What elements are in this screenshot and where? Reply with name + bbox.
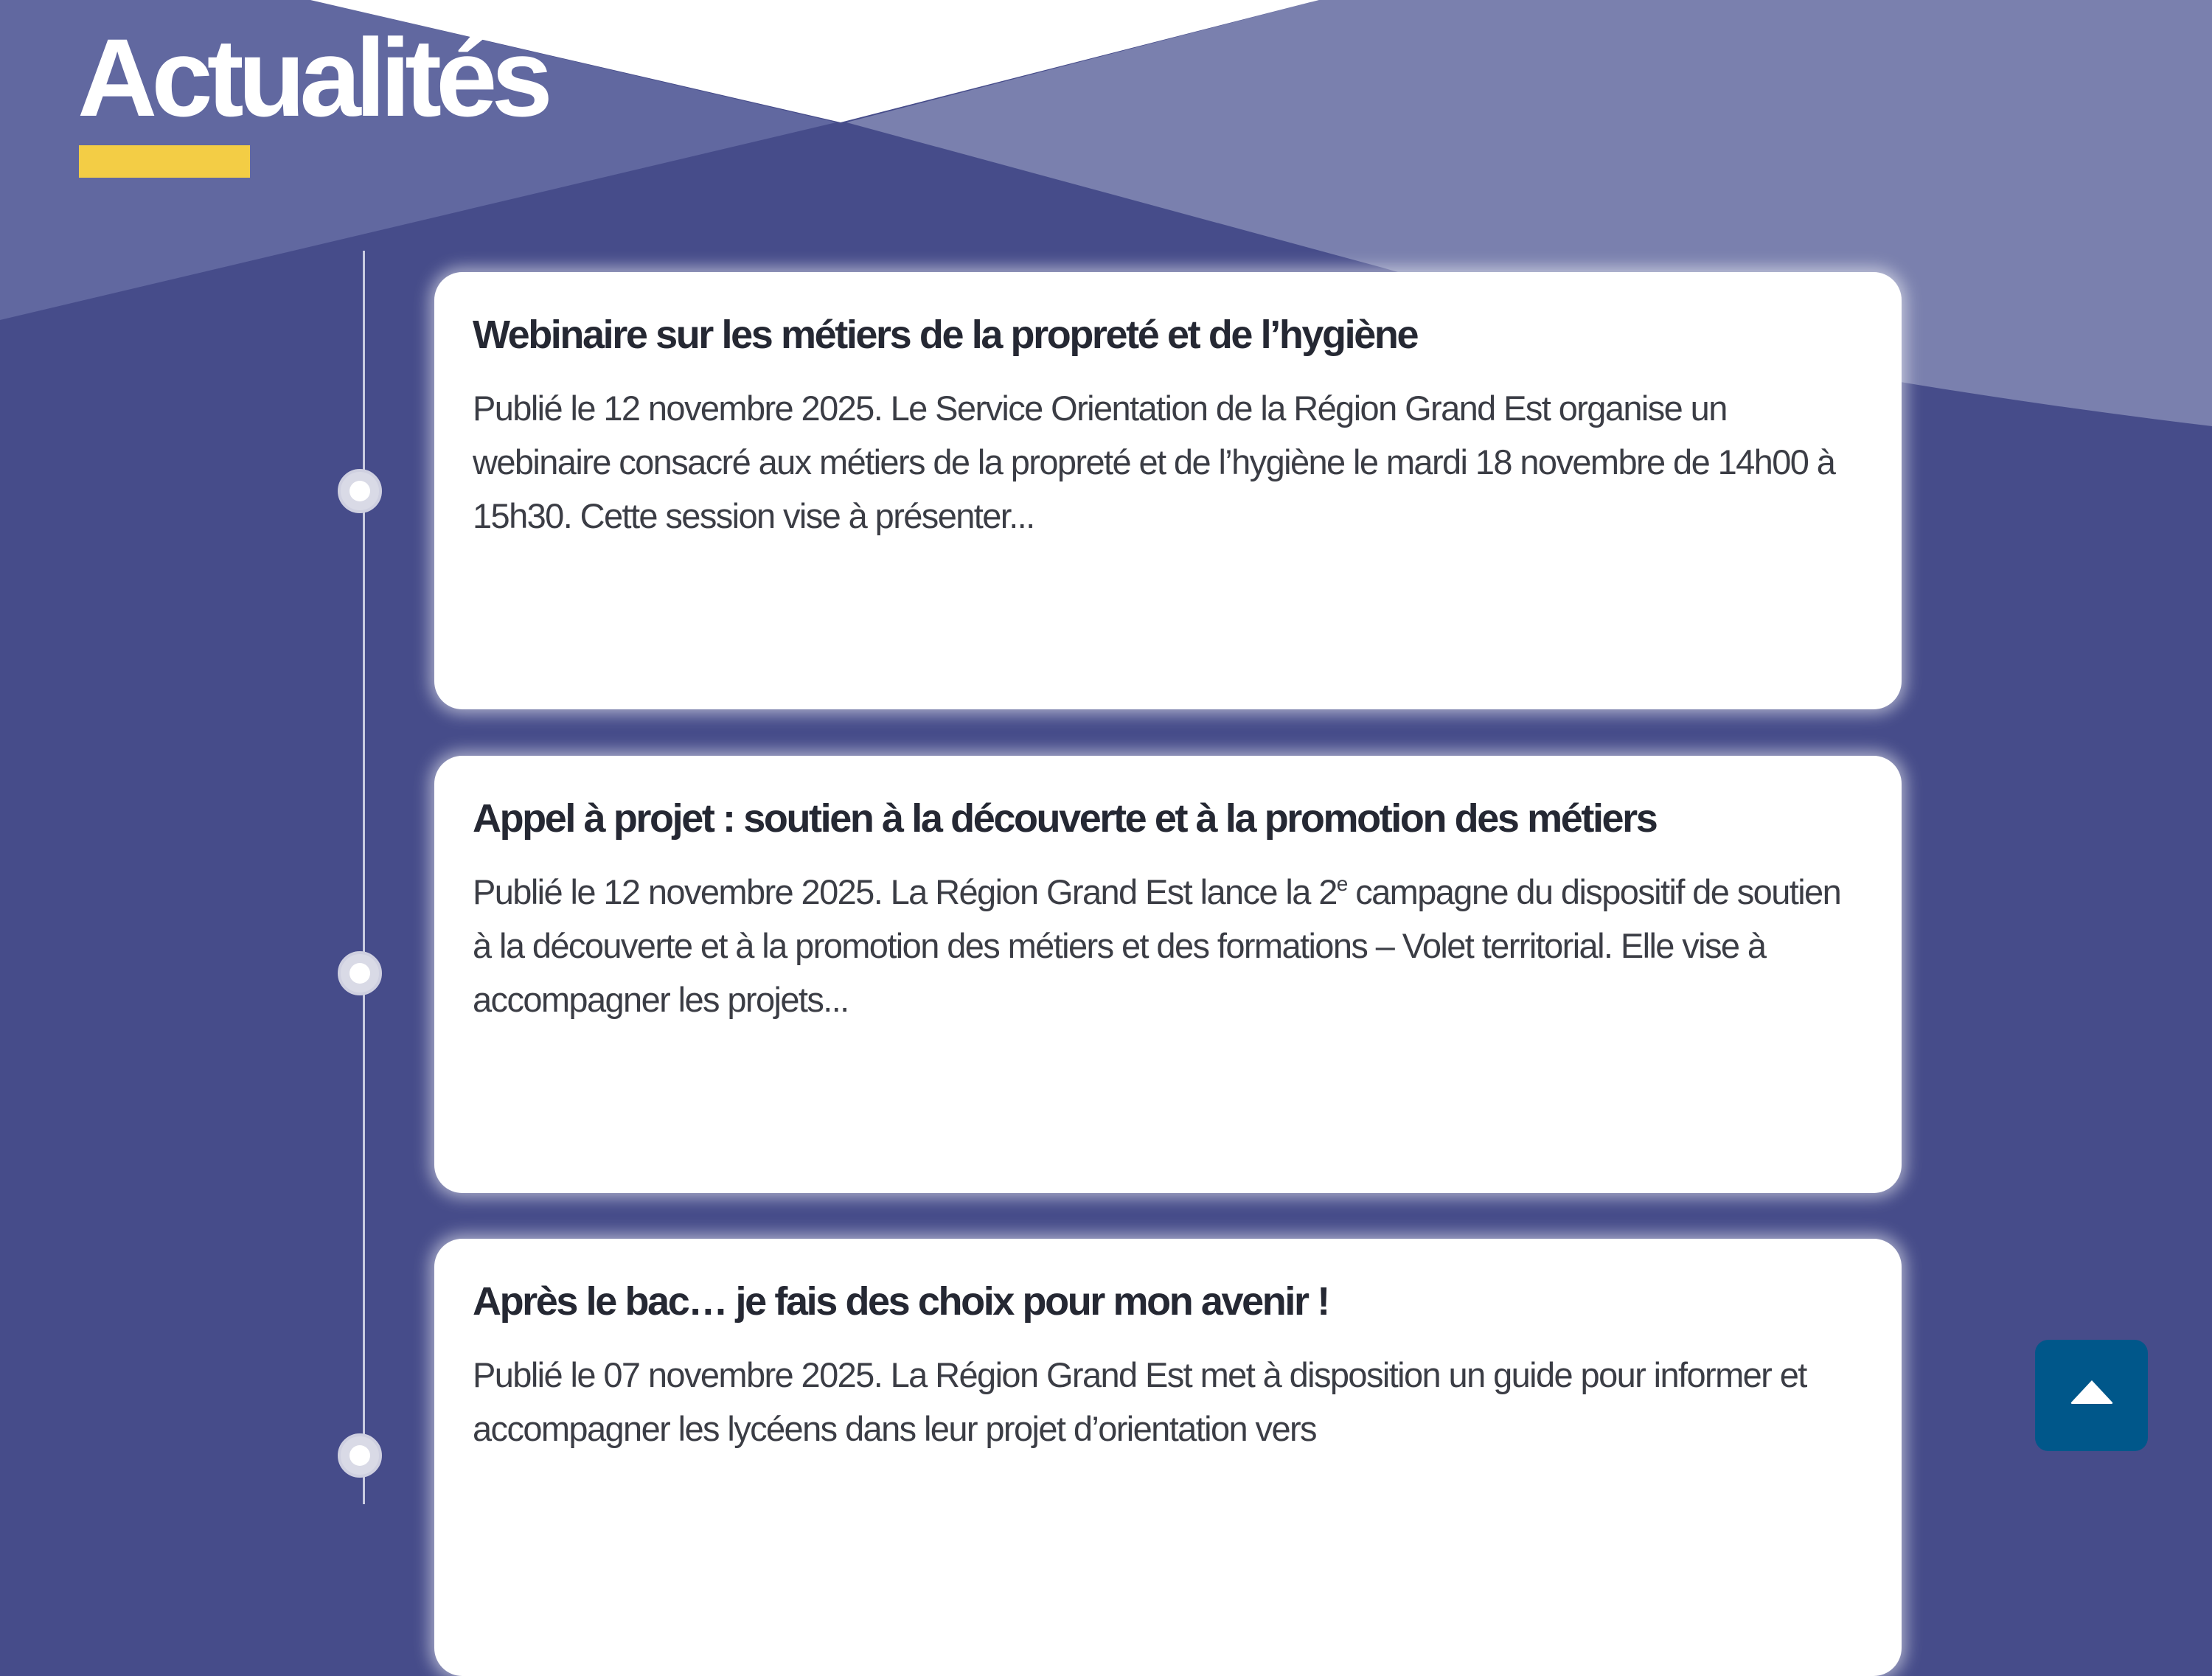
news-card[interactable] [434,1239,1902,1676]
news-title[interactable]: Appel à projet : soutien à la découverte et à la promotion des métiers [473,796,1657,841]
caret-up-icon [2069,1378,2115,1406]
news-card[interactable] [434,756,1902,1193]
timeline-dot [338,1433,382,1478]
title-underline [79,145,250,178]
news-title[interactable]: Webinaire sur les métiers de la propreté et de l’hygiène [473,313,1418,357]
back-to-top-button[interactable] [2035,1340,2148,1451]
timeline-line [363,251,365,1504]
timeline-dot [338,469,382,513]
news-excerpt [473,865,1863,1026]
page-title: Actualités [77,15,547,139]
news-card[interactable] [434,272,1902,709]
news-title[interactable]: Après le bac… je fais des choix pour mon avenir ! [473,1279,1329,1324]
excerpt-text: Publié le 12 novembre 2025. La Région Grand Est lance la 2 [473,872,1337,912]
timeline-dot [338,951,382,995]
excerpt-text: campagne du dispositif de soutien à la découverte et à la promotion des métiers et des formations – Volet territorial. Elle vise à accompagner les projets... [473,872,1841,1020]
ordinal-suffix: e [1336,872,1347,896]
news-excerpt: Publié le 07 novembre 2025. La Région Grand Est met à disposition un guide pour informer et accompagner les lycéens dans leur projet d’orientation vers [473,1355,1806,1449]
news-excerpt: Publié le 12 novembre 2025. Le Service Orientation de la Région Grand Est organise un webinaire consacré aux métiers de la propreté et de l’hygiène le mardi 18 novembre de 14h00 à 15h30. Cette session vise à présenter... [473,389,1835,536]
